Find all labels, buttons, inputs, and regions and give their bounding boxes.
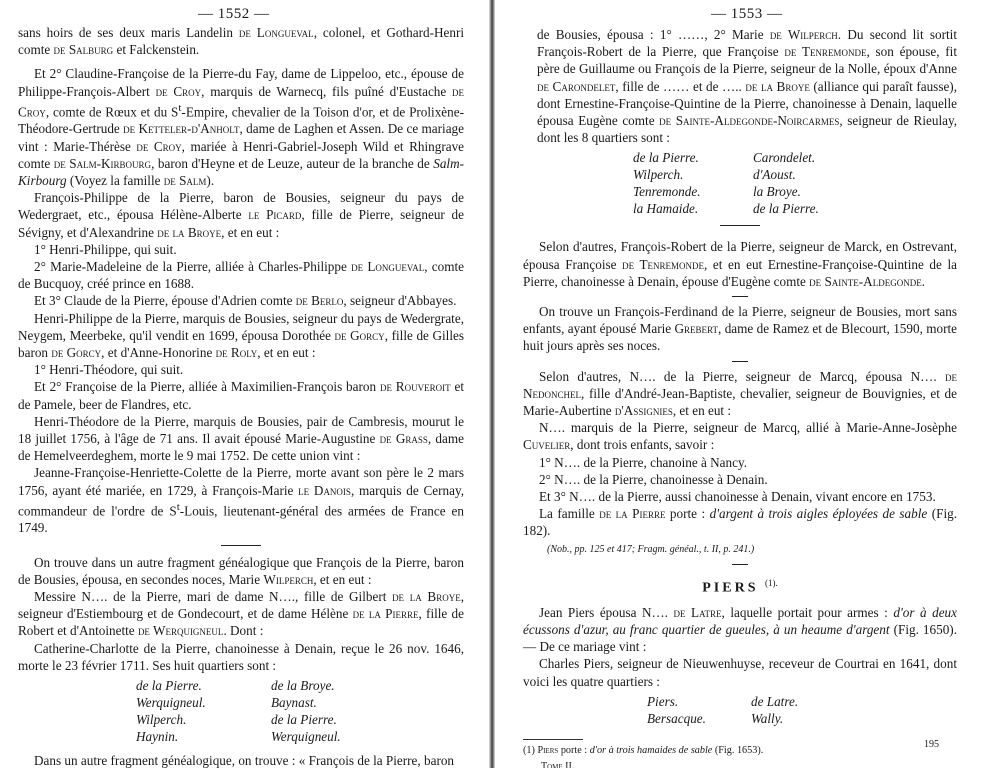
name-smallcaps: de la Pierre [352, 606, 419, 622]
text-run: , comte de Rœux et du S [45, 104, 179, 120]
section-divider [732, 296, 748, 297]
name-smallcaps: Piers [537, 744, 559, 756]
name-smallcaps: de Tenremonde [622, 256, 705, 272]
quarter-cell: Werquigneul. [136, 695, 206, 711]
text-run: 1° N…. de la Pierre, chanoine à Nancy. [539, 454, 748, 470]
text-run: porte : [558, 744, 590, 756]
text-run: sans hoirs de ses deux maris Landelin [18, 25, 239, 40]
name-smallcaps: de Werquigneul [137, 623, 224, 639]
left-page-text [18, 24, 464, 768]
name-smallcaps: le Picard [248, 207, 302, 223]
paragraph [18, 65, 464, 189]
quarter-cell: Werquigneul. [271, 729, 341, 745]
name-smallcaps: de Gorcy [334, 327, 385, 343]
text-run: 1° Henri-Philippe, qui suit. [34, 241, 177, 257]
right-page [495, 0, 981, 768]
text-run: , et en eut Ernestine-Françoise-Quintine de la Pierre, chanoinesse à Denain, épouse d'Eugène comte [523, 256, 958, 289]
references: (Nob., pp. 125 et 417; Fragm. généal., t. II, p. 241.) [547, 543, 755, 555]
quarter-cell: la Hamaide. [633, 201, 699, 217]
paragraph [18, 378, 464, 412]
text-run: . Du second lit sortit François-Robert de la Pierre, que Françoise [537, 27, 957, 60]
italic-text: d'or à trois hamaides de sable [589, 744, 713, 756]
name-smallcaps: de Salburg [53, 42, 114, 58]
name-smallcaps: de la Broye [745, 78, 810, 94]
paragraph [523, 419, 957, 453]
text-run: . [921, 273, 925, 289]
quarter-cell: de la Pierre. [271, 712, 337, 728]
right-page-text [523, 26, 957, 768]
name-smallcaps: de la Pierre [599, 506, 666, 522]
text-run: , marquis de Cernay, commandeur de l'ordre de S [18, 482, 464, 519]
text-run: , fille de Pierre, seigneur de Sévigny, et d'Alexandrine [18, 207, 464, 240]
text-run: , fille de …… et de ….. [615, 78, 746, 94]
left-page [0, 0, 489, 768]
paragraph [523, 368, 957, 420]
text-run: , laquelle portait pour armes : [721, 604, 894, 620]
text-run: Charles Piers, seigneur de Nieuwenhuyse, receveur de Courtrai en 1641, dont voici les quatre quartiers : [523, 656, 957, 689]
tome-label: Tome II. [541, 760, 575, 768]
text-run: , et en eut : [313, 571, 372, 587]
text-run: , fille de Robert et d'Antoinette [18, 606, 465, 639]
paragraph [523, 604, 957, 656]
name-smallcaps: de Carondelet [537, 78, 616, 94]
superscript: t [178, 101, 182, 114]
paragraph [18, 640, 464, 674]
text-run: et Falckenstein. [113, 42, 200, 58]
paragraph [18, 464, 464, 536]
text-run: Jeanne-Françoise-Henriette-Colette de la Pierre, morte avant son père le 2 mars 1756, ayant été mariée, en 1729, à François-Marie [18, 465, 464, 498]
text-run: Et 3° Claude de la Pierre, épouse d'Adrien comte [34, 293, 296, 309]
quarter-cell: de la Pierre. [753, 201, 819, 217]
text-run: -Louis, lieutenant-général des armées de France en 1749. [18, 503, 464, 536]
name-smallcaps: de Croy [18, 83, 464, 120]
text-run: (alliance qui paraît fausse), dont Ernestine-Françoise-Quintine de la Pierre, chanoinesse à Denain, laquelle épousa Eugène comte [537, 78, 957, 129]
paragraph [18, 310, 464, 362]
footnote-rule [523, 739, 583, 740]
quarter-cell: Bersacque. [647, 710, 706, 726]
quarter-cell: de la Pierre. [633, 150, 699, 166]
quarters-table [136, 677, 341, 745]
text-run: ). [206, 173, 215, 189]
text-run: Dans un autre fragment généalogique, on trouve : « François de la Pierre, baron [34, 753, 455, 768]
name-smallcaps: de Salm [163, 173, 207, 189]
quarter-cell: Piers. [647, 693, 679, 709]
quarter-cell: Carondelet. [753, 150, 816, 166]
paragraph [18, 413, 464, 465]
text-run: , seigneur de Rieulay, dont les 8 quartiers sont : [537, 113, 957, 146]
section-divider [720, 225, 760, 226]
text-run: et de Pamele, beer de Flandres, etc. [18, 379, 464, 412]
name-smallcaps: de Tenremonde [784, 44, 867, 60]
paragraph [523, 488, 957, 505]
quarter-cell: Wilperch. [136, 712, 187, 728]
text-run: , dame de Ramez et de Blecourt, 1590, morte huit jours après ses noces. [523, 321, 957, 354]
section-divider [732, 361, 748, 362]
name-smallcaps: de Roly [215, 345, 258, 361]
text-run: . Dont : [223, 623, 264, 639]
text-run: Jean Piers épousa N…. [539, 604, 674, 620]
name-smallcaps: de Latre [673, 604, 722, 620]
text-run: On trouve un François-Ferdinand de la Pierre, seigneur de Bousies, mort sans enfants, ayant épousé Marie [523, 304, 957, 337]
name-smallcaps: le Danois [298, 482, 351, 498]
quarters-table [647, 693, 798, 727]
text-run: 1° Henri-Théodore, qui suit. [34, 362, 184, 378]
name-smallcaps: de Sainte-Aldegonde-Noircarmes [659, 113, 840, 129]
quarter-cell: Baynast. [271, 695, 317, 711]
footnote [523, 744, 957, 758]
name-smallcaps: de Gorcy [51, 345, 102, 361]
paragraph [18, 752, 464, 768]
text-run: , comte de Bucquoy, créé prince en 1688. [18, 259, 464, 292]
text-run: Et 3° N…. de la Pierre, aussi chanoinesse à Denain, vivant encore en 1753. [539, 489, 936, 505]
text-run: Et 2° Françoise de la Pierre, alliée à Maximilien-François baron [34, 379, 380, 395]
paragraph [523, 655, 957, 689]
paragraph [18, 361, 464, 378]
page-number: — 1552 — [198, 6, 270, 22]
quoted-paragraph [523, 26, 957, 146]
text-run: Selon d'autres, N…. de la Pierre, seigneur de Marcq, épousa N…. [539, 368, 945, 384]
text-run: , seigneur d'Estiembourg et de Gondecourt, et de dame Hélène [18, 589, 464, 622]
text-run: de Bousies, épousa : 1° ……, 2° Marie [537, 27, 770, 42]
text-run: Selon d'autres, François-Robert de la Pierre, seigneur de Marck, en Ostrevant, épousa Françoise [523, 239, 957, 272]
text-run: , et en eut : [257, 345, 316, 361]
text-run: , seigneur d'Abbayes. [343, 293, 457, 309]
text-run: Et 2° Claudine-Françoise de la Pierre-du Fay, dame de Lippeloo, etc., épouse de Philippe-François-Albert [18, 66, 464, 99]
paragraph [18, 241, 464, 258]
text-run: , fille d'André-Jean-Baptiste, chevalier, seigneur de Bouvignies, et de Marie-Aubertine [523, 385, 957, 419]
italic-text: d'argent à trois aigles éployées de sable [709, 506, 928, 522]
quarter-cell: d'Aoust. [753, 167, 796, 183]
name-smallcaps: de Berlo [295, 293, 344, 309]
text-run: N…. marquis de la Pierre, seigneur de Marcq, allié à Marie-Anne-Josèphe [539, 420, 957, 436]
paragraph [523, 505, 957, 539]
text-run: François-Philippe de la Pierre, baron de Bousies, seigneur du pays de Wedergraet, etc., épousa Hélène-Alberte [18, 190, 464, 223]
paragraph [18, 588, 464, 640]
name-smallcaps: Cuvelier [523, 437, 571, 453]
quarter-cell: Wilperch. [633, 167, 684, 183]
name-smallcaps: de Longueval [238, 25, 314, 40]
text-run: , et d'Anne-Honorine [101, 345, 216, 361]
text-run: La famille [539, 506, 600, 522]
text-run: On trouve dans un autre fragment généalogique que François de la Pierre, baron de Bousies, épousa, en secondes noces, Marie [18, 554, 464, 587]
text-run: , dame de Hemelveerdeghem, morte le 9 mai 1752. De cette union vint : [18, 431, 464, 464]
signature-mark: 195 [924, 739, 939, 750]
paragraph [523, 454, 957, 471]
text-run: , colonel, et Gothard-Henri comte [18, 25, 464, 58]
name-smallcaps: de Grass [379, 431, 428, 447]
name-smallcaps: de la Broye [392, 589, 461, 605]
text-run: 2° Marie-Madeleine de la Pierre, alliée à Charles-Philippe [34, 259, 352, 275]
paragraph [18, 258, 464, 292]
paragraph [523, 238, 957, 290]
paragraph [523, 471, 957, 488]
page-number: — 1553 — [711, 6, 783, 22]
name-smallcaps: de Longueval [351, 259, 425, 275]
quarter-cell: Haynin. [136, 729, 179, 745]
text-run: , fille de Gilles baron [18, 327, 465, 361]
text-run: , dont trois enfants, savoir : [570, 437, 715, 453]
quarter-cell: de la Broye. [271, 678, 335, 694]
text-run: -Empire, chevalier de la Toison d'or, et de Prolixène-Théodore-Gertrude [18, 104, 464, 137]
text-run: Henri-Théodore de la Pierre, marquis de Bousies, pair de Cambresis, mourut le 18 juillet 1756, à l'âge de 71 ans. Il avait épousé Marie-Augustine [18, 413, 464, 447]
text-run: (1) [523, 744, 538, 756]
name-smallcaps: d'Assignies [614, 403, 673, 419]
name-smallcaps: de Sainte-Aldegonde [809, 273, 922, 289]
text-run: , baron d'Heyne et de Leuze, auteur de la branche de [151, 155, 434, 171]
quarter-cell: la Broye. [753, 184, 801, 200]
name-smallcaps: de Ketteler-d'Anholt [123, 121, 240, 137]
text-run: , son épouse, fit père de Guillaume ou François de la Pierre, seigneur de la Nolle, époux d'Anne [537, 44, 957, 77]
quarters-table [633, 149, 819, 217]
text-run: , et en eut : [672, 403, 732, 419]
name-smallcaps: de Croy [136, 138, 182, 154]
text-run: (Voyez la famille [66, 173, 164, 189]
paragraph [18, 554, 464, 588]
quarter-cell: de Latre. [751, 693, 799, 709]
section-title [523, 575, 957, 597]
text-run: Catherine-Charlotte de la Pierre, chanoinesse à Denain, reçue le 26 nov. 1646, morte le 23 février 1711. Ses huit quartiers sont : [18, 640, 464, 673]
footnote-marker: (1). [764, 577, 778, 588]
name-smallcaps: Grebert [674, 321, 719, 337]
name-smallcaps: de Wilperch [769, 27, 838, 42]
text-run: (Fig. 182). [523, 506, 958, 539]
name-smallcaps: de Croy [155, 83, 202, 99]
text-run: , dame de Laghen et Assen. De ce mariage vint : Marie-Thérèse [18, 121, 464, 154]
superscript: t [176, 500, 180, 513]
quarter-cell: Tenremonde. [633, 184, 701, 200]
paragraph [18, 292, 464, 309]
text-run: (Fig. 1650). — De ce mariage vint : [523, 621, 957, 655]
text-run: 2° N…. de la Pierre, chanoinesse à Denain. [539, 471, 768, 487]
quarter-cell: Wally. [751, 710, 784, 726]
text-run: , et en eut : [221, 224, 280, 240]
section-divider [732, 564, 748, 565]
italic-text: Salm-Kirbourg [18, 155, 464, 189]
name-smallcaps: de Nedonchel [523, 368, 957, 401]
name-smallcaps: de la Broye [157, 224, 222, 240]
text-run: Messire N…. de la Pierre, mari de dame N…., fille de Gilbert [34, 589, 393, 605]
section-divider [221, 545, 261, 546]
title-text: PIERS [702, 580, 759, 596]
name-smallcaps: de Salm-Kirbourg [53, 155, 152, 171]
paragraph [523, 303, 957, 355]
name-smallcaps: de Rouveroit [379, 379, 451, 395]
quarter-cell: de la Pierre. [136, 678, 202, 694]
italic-text: d'or à deux écussons d'azur, au franc quartier de gueules, à un heaume d'argent [523, 604, 957, 637]
paragraph [18, 24, 464, 58]
paragraph [18, 189, 464, 241]
text-run: , marquis de Warnecq, fils puîné d'Eustache [201, 83, 452, 99]
text-run: , mariée à Henri-Gabriel-Joseph Wild et Rhingrave comte [18, 138, 465, 171]
text-run: Henri-Philippe de la Pierre, marquis de Bousies, seigneur du pays de Wedergrate, Neygem, Meerbeke, qu'il vendit en 1699, épousa Dorothée [18, 310, 464, 343]
text-run: porte : [665, 506, 710, 522]
text-run: (Fig. 1653). [712, 744, 764, 756]
name-smallcaps: Wilperch [263, 571, 314, 587]
